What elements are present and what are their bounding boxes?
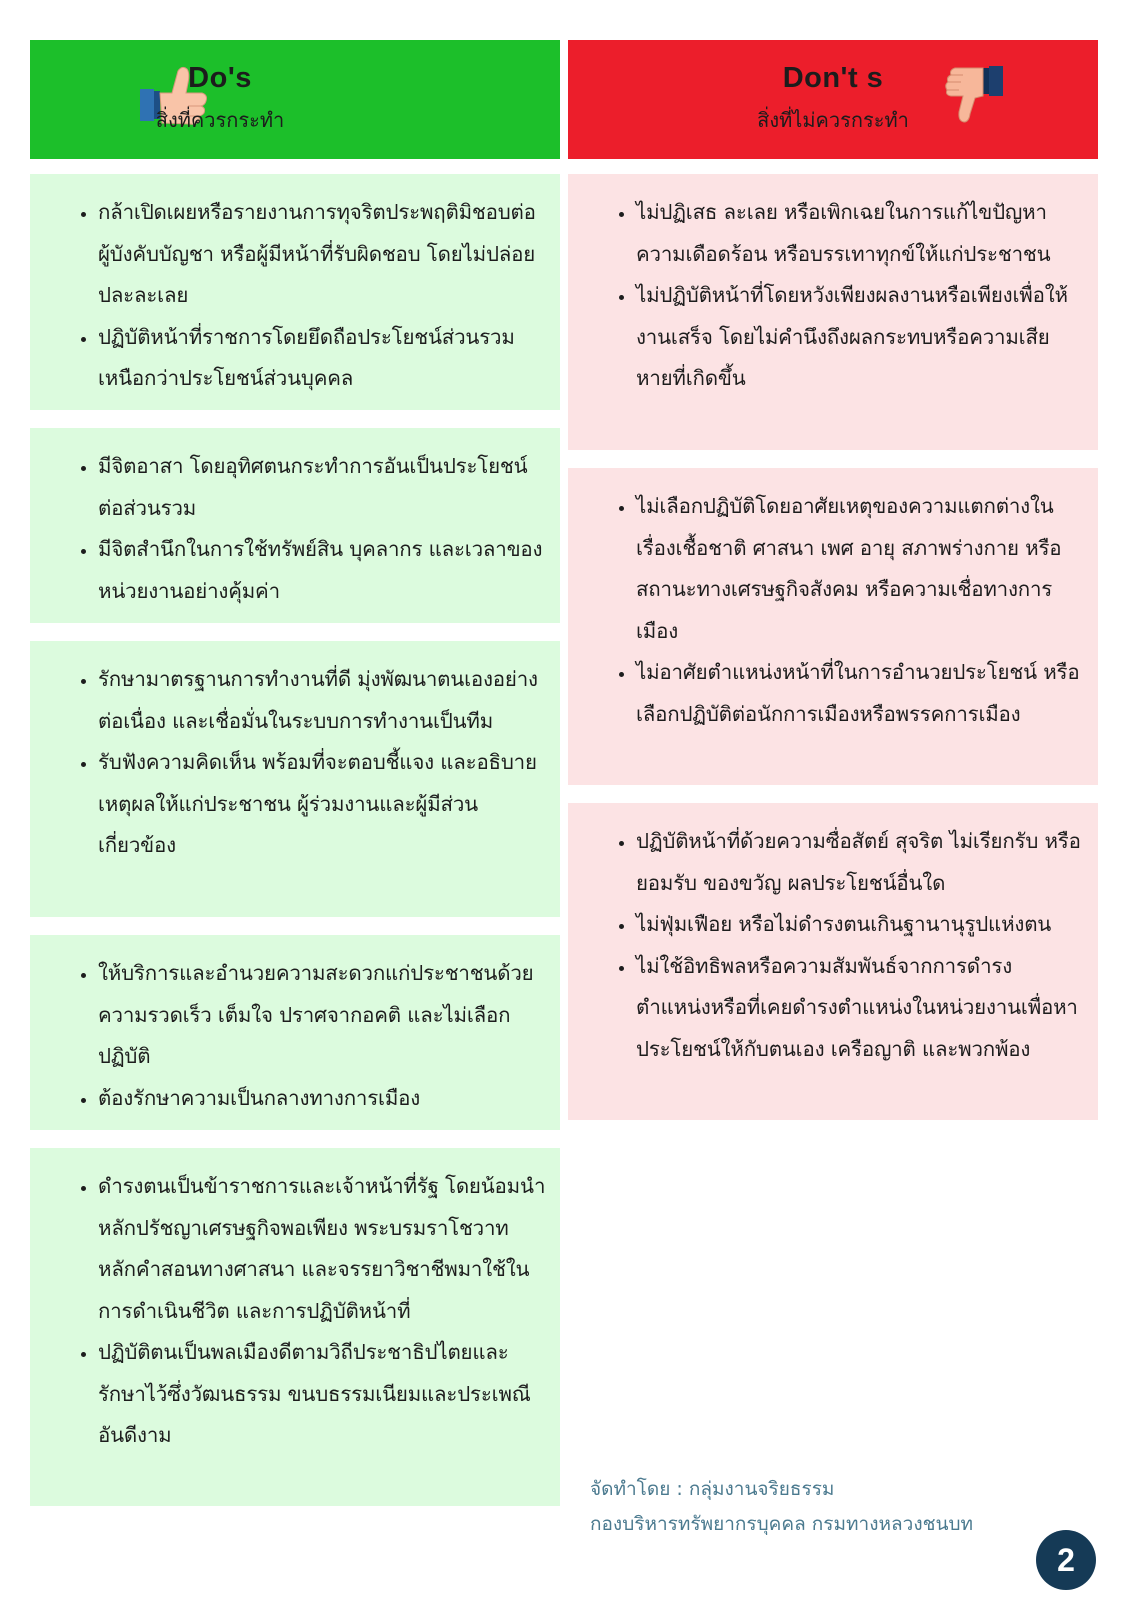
dos-list-3 <box>70 659 546 867</box>
list-item: • ปฏิบัติตนเป็นพลเมืองดีตามวิถีประชาธิปไตยและรักษาไว้ซึ่งวัฒนธรรม ขนบธรรมเนียมและประเพณีอันดีงาม <box>98 1332 546 1457</box>
list-item: • ให้บริการและอำนวยความสะดวกแก่ประชาชนด้วยความรวดเร็ว เต็มใจ ปราศจากอคติ และไม่เลือกปฏิบัติ <box>98 953 546 1078</box>
list-item: • ไม่ปฏิเสธ ละเลย หรือเพิกเฉยในการแก้ไขปัญหาความเดือดร้อน หรือบรรเทาทุกข์ให้แก่ประชาชน <box>636 192 1084 275</box>
list-item: • กล้าเปิดเผยหรือรายงานการทุจริตประพฤติมิชอบต่อผู้บังคับบัญชา หรือผู้มีหน้าที่รับผิดชอบ โดยไม่ปล่อยปละละเลย <box>98 192 546 317</box>
page-number-badge: 2 <box>1036 1530 1096 1590</box>
donts-subtitle: สิ่งที่ไม่ควรกระทำ <box>757 108 909 132</box>
list-item: • ต้องรักษาความเป็นกลางทางการเมือง <box>98 1078 546 1120</box>
donts-card-1 <box>568 174 1098 450</box>
list-item: • ปฏิบัติหน้าที่ราชการโดยยึดถือประโยชน์ส่วนรวมเหนือกว่าประโยชน์ส่วนบุคคล <box>98 317 546 400</box>
list-item: • รับฟังความคิดเห็น พร้อมที่จะตอบชี้แจง และอธิบายเหตุผลให้แก่ประชาชน ผู้ร่วมงานและผู้มีส่วนเกี่ยวข้อง <box>98 742 546 867</box>
credits-line-2: กองบริหารทรัพยากรบุคคล กรมทางหลวงชนบท <box>590 1513 974 1535</box>
donts-list-2 <box>608 486 1084 735</box>
dos-subtitle: สิ่งที่ควรกระทำ <box>155 108 285 132</box>
list-item: • มีจิตสำนึกในการใช้ทรัพย์สิน บุคลากร และเวลาของหน่วยงานอย่างคุ้มค่า <box>98 529 546 612</box>
dos-title: Do's <box>188 62 252 94</box>
dos-list-4 <box>70 953 546 1119</box>
dos-card-1 <box>30 174 560 410</box>
credits-footer <box>590 1472 1060 1542</box>
dos-list-1 <box>70 192 546 400</box>
list-item: • รักษามาตรฐานการทำงานที่ดี มุ่งพัฒนาตนเองอย่างต่อเนื่อง และเชื่อมั่นในระบบการทำงานเป็นทีม <box>98 659 546 742</box>
list-item: • ไม่ใช้อิทธิพลหรือความสัมพันธ์จากการดำรงตำแหน่งหรือที่เคยดำรงตำแหน่งในหน่วยงานเพื่อหาประโยชน์ให้กับตนเอง เครือญาติ และพวกพ้อง <box>636 946 1084 1071</box>
dos-header <box>30 40 560 159</box>
list-item: • ไม่ปฏิบัติหน้าที่โดยหวังเพียงผลงานหรือเพียงเพื่อให้งานเสร็จ โดยไม่คำนึงถึงผลกระทบหรือความเสียหายที่เกิดขึ้น <box>636 275 1084 400</box>
dos-card-5 <box>30 1148 560 1506</box>
donts-title: Don't s <box>782 62 884 94</box>
donts-list-1 <box>608 192 1084 400</box>
dos-card-3 <box>30 641 560 917</box>
donts-list-3 <box>608 821 1084 1070</box>
list-item: • ดำรงตนเป็นข้าราชการและเจ้าหน้าที่รัฐ โดยน้อมนำหลักปรัชญาเศรษฐกิจพอเพียง พระบรมราโชวาท หลักคำสอนทางศาสนา และจรรยาวิชาชีพมาใช้ในการดำเนินชีวิต และการปฏิบัติหน้าที่ <box>98 1166 546 1332</box>
donts-card-3 <box>568 803 1098 1120</box>
dos-list-2 <box>70 446 546 612</box>
donts-card-2 <box>568 468 1098 785</box>
dos-card-4 <box>30 935 560 1130</box>
dos-card-2 <box>30 428 560 623</box>
list-item: • ปฏิบัติหน้าที่ด้วยความซื่อสัตย์ สุจริต ไม่เรียกรับ หรือยอมรับ ของขวัญ ผลประโยชน์อื่นใด <box>636 821 1084 904</box>
dos-list-5 <box>70 1166 546 1457</box>
donts-header <box>568 40 1098 159</box>
list-item: • ไม่อาศัยตำแหน่งหน้าที่ในการอำนวยประโยชน์ หรือเลือกปฏิบัติต่อนักการเมืองหรือพรรคการเมือง <box>636 652 1084 735</box>
list-item: • มีจิตอาสา โดยอุทิศตนกระทำการอันเป็นประโยชน์ต่อส่วนรวม <box>98 446 546 529</box>
credits-line-1: จัดทำโดย : กลุ่มงานจริยธรรม <box>590 1478 835 1500</box>
thumbs-down-icon <box>943 62 1007 126</box>
list-item: • ไม่ฟุ่มเฟือย หรือไม่ดำรงตนเกินฐานานุรูปแห่งตน <box>636 904 1084 946</box>
list-item: • ไม่เลือกปฏิบัติโดยอาศัยเหตุของความแตกต่างในเรื่องเชื้อชาติ ศาสนา เพศ อายุ สภาพร่างกาย หรือสถานะทางเศรษฐกิจสังคม หรือความเชื่อทางการเมือง <box>636 486 1084 652</box>
